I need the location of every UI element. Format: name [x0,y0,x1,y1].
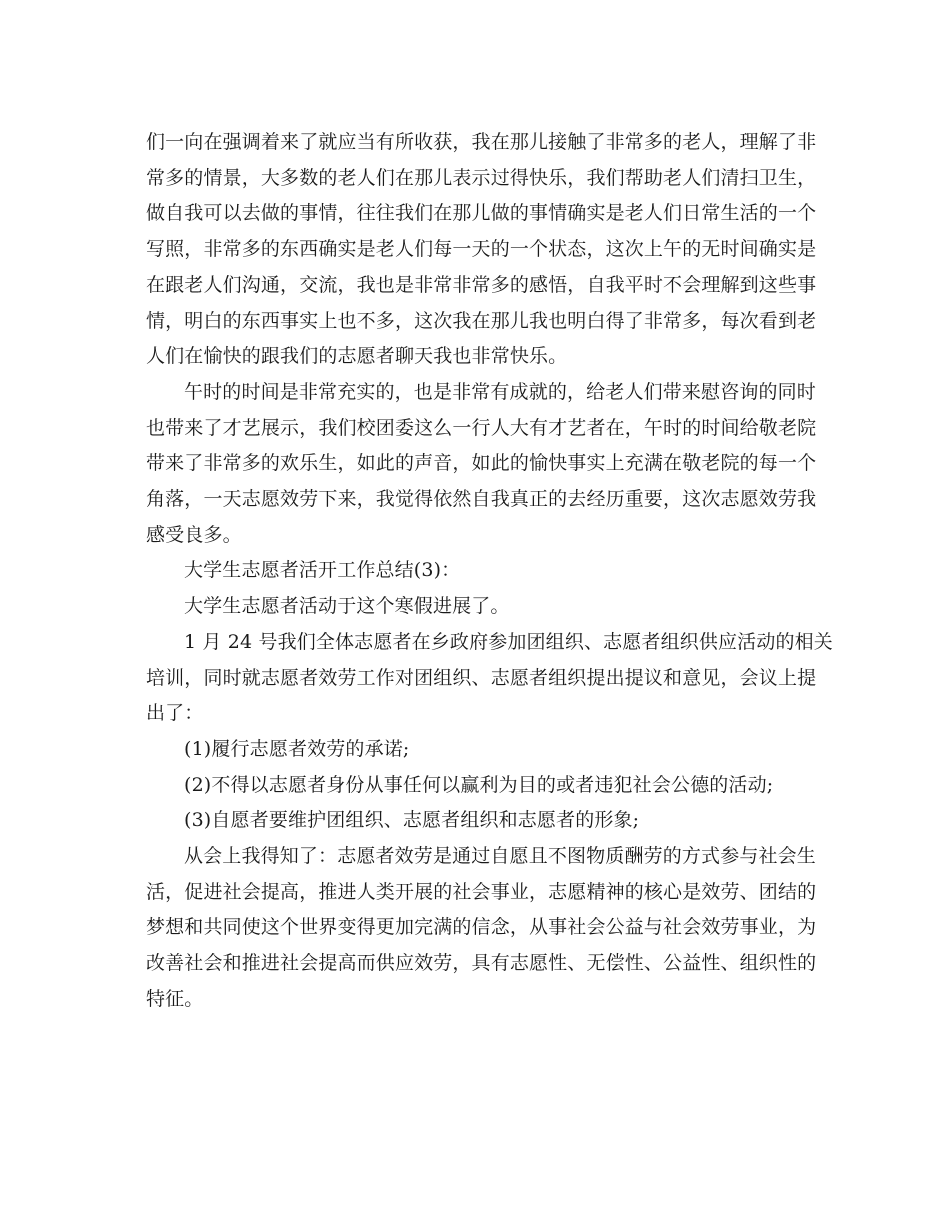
text-line: 常多的情景，大多数的老人们在那儿表示过得快乐，我们帮助老人们清扫卫生， [146,166,817,189]
list-item: (1)履行志愿者效劳的承诺; [184,737,410,760]
text-line: 午时的时间是非常充实的，也是非常有成就的，给老人们带来慰咨询的同时 [184,380,816,403]
section-heading: 大学生志愿者活开工作总结(3)： [184,559,461,582]
text-line: 1 月 24 号我们全体志愿者在乡政府参加团组织、志愿者组织供应活动的相关 [184,630,833,653]
text-line: 做自我可以去做的事情，往往我们在那儿做的事情确实是老人们日常生活的一个 [146,202,817,225]
text-line: 角落，一天志愿效劳下来，我觉得依然自我真正的去经历重要，这次志愿效劳我 [146,488,817,511]
list-item: (2)不得以志愿者身份从事任何以赢利为目的或者违犯社会公德的活动; [184,773,774,796]
text-line: 出了： [146,702,204,725]
text-line: 带来了非常多的欢乐生，如此的声音，如此的愉快事实上充满在敬老院的每一个 [146,452,817,475]
text-line: 也带来了才艺展示，我们校团委这么一行人大有才艺者在，午时的时间给敬老院 [146,416,817,439]
text-line: 从会上我得知了：志愿者效劳是通过自愿且不图物质酬劳的方式参与社会生 [184,845,816,868]
document-body [146,125,833,1018]
text-line: 特征。 [146,987,204,1010]
text-line: 培训，同时就志愿者效劳工作对团组织、志愿者组织提出提议和意见，会议上提 [146,666,817,689]
text-line: 们一向在强调着来了就应当有所收获，我在那儿接触了非常多的老人，理解了非 [146,131,817,153]
text-line: 写照，非常多的东西确实是老人们每一天的一个状态，这次上午的无时间确实是 [146,238,817,261]
text-line: 人们在愉快的跟我们的志愿者聊天我也非常快乐。 [146,345,568,368]
text-line: 大学生志愿者活动于这个寒假进展了。 [184,595,510,618]
text-line: 改善社会和推进社会提高而供应效劳，具有志愿性、无偿性、公益性、组织性的 [146,952,817,975]
text-line: 梦想和共同使这个世界变得更加完满的信念，从事社会公益与社会效劳事业，为 [146,916,817,939]
text-line: 在跟老人们沟通，交流，我也是非常非常多的感悟，自我平时不会理解到这些事 [146,273,817,296]
text-line: 活，促进社会提高，推进人类开展的社会事业，志愿精神的核心是效劳、团结的 [146,880,817,903]
list-item: (3)自愿者要维护团组织、志愿者组织和志愿者的形象; [184,809,640,832]
text-line: 情，明白的东西事实上也不多，这次我在那儿我也明白得了非常多，每次看到老 [146,309,817,332]
text-line: 感受良多。 [146,523,242,546]
